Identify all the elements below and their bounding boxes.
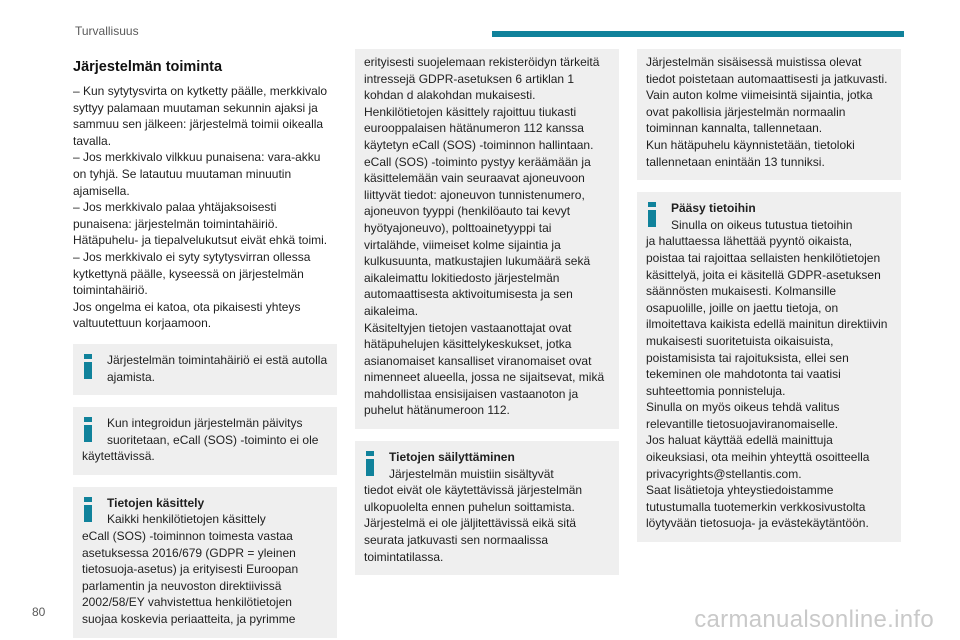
info-icon (84, 417, 92, 442)
note-text-cont: ajamista. (107, 369, 156, 384)
box-text: Järjestelmän muistiin sisältyvät (389, 466, 554, 481)
box-text-cont: ja haluttaessa lähettää pyyntö oikaista, poistaa tai rajoittaa sellaisten henkilötietojen käsittelyä, joita ei käsitellä GDPR-asetuksen säännösten mukaisesti. Kolmansille osapuolille, joille on jaettu tietoja, on ilmoitettava kaikista edellä mainitun direktiivin mukaisesti suoritetuista oikaisuista, poistamisista tai rajoituksista, ellei sen tekeminen ole mahdotonta tai vaatisi suhteettomia ponnisteluja. Sinulla on myös oikeus tehdä valitus relevantille tietosuojaviranomaiselle. Jos haluat käyttää edellä mainittuja oikeuksiasi, ota meihin yhteyttä osoitteella privacyrights@stellantis.com. Saat lisätietoja yhteystiedoistamme tutustumalla tuotemerkin verkkosivustolta löytyvään tietosuoja- ja evästekäytäntöön. (646, 234, 888, 531)
box-title: Tietojen säilyttäminen (389, 450, 515, 465)
box-text-cont: eCall (SOS) -toiminnon toimesta vastaa asetuksessa 2016/679 (GDPR = yleinen tietosuoja-asetus) ja erityisesti Euroopan parlamentin ja neuvoston direktiivissä 2002/58/EY vahvistettua henkilötietojen suojaa koskevia periaatteita, ja pyrimme (82, 529, 299, 627)
data-processing-box (73, 487, 337, 638)
note-box-update (73, 407, 337, 475)
section-header: Turvallisuus (75, 24, 139, 38)
section-title: Järjestelmän toiminta (73, 59, 223, 75)
box-text-cont: tiedot eivät ole käytettävissä järjestelmän ulkopuolelta ennen puhelun soittamista. Järjestelmä ei ole jäljitettävissä eikä sitä seurata jatkuvasti sen normaalissa toimintatilassa. (364, 483, 583, 564)
box-text: Järjestelmän sisäisessä muistissa olevat tiedot poistetaan automaattisesti ja jatkuvasti. Vain auton kolme viimeisintä sijaintia, jotka ovat pakollisia järjestelmän normaalin toiminnan kannalta, tallennetaan. Kun hätäpuhelu käynnistetään, tietoloki tallennetaan enintään 13 tunniksi. (646, 55, 888, 169)
note-text: Kun integroidun järjestelmän päivitys (107, 416, 303, 431)
column-3 (637, 49, 901, 542)
info-icon (648, 202, 656, 227)
header-rule (492, 31, 904, 37)
operation-text: – Kun sytytysvirta on kytketty päälle, merkkivalo syttyy palamaan muutaman sekunnin ajaksi ja sammuu sen jälkeen: järjestelmä toimii oikealla tavalla. – Jos merkkivalo vilkkuu punaisena: vara-akku on tyhjä. Se latautuu muutaman minuutin ajamisella. – Jos merkkivalo palaa yhtäjaksoisesti punaisena: järjestelmän toimintahäiriö. Hätäpuhelu- ja tiepalvelukutsut eivät ehkä toimi. – Jos merkkivalo ei syty sytytysvirran ollessa kytkettynä päälle, kyseessä on järjestelmän toimintahäiriö. Jos ongelma ei katoa, ota pikaisesti yhteys valtuutettuun korjaamoon. (73, 84, 328, 331)
note-box-malfunction (73, 344, 337, 395)
column-1 (73, 49, 337, 638)
info-icon (84, 497, 92, 522)
note-text-cont: suoritetaan, eCall (SOS) -toiminto ei ole käytettävissä. (82, 432, 319, 464)
data-retention-box-cont (637, 49, 901, 180)
watermark: carmanualsonline.info (694, 606, 934, 633)
box-text: Sinulla on oikeus tutustua tietoihin (671, 217, 853, 232)
data-access-box (637, 192, 901, 542)
box-text: erityisesti suojelemaan rekisteröidyn tärkeitä intressejä GDPR-asetuksen 6 artiklan 1 kohdan d alakohdan mukaisesti. Henkilötietojen käsittely rajoittuu tiukasti eurooppalaisen hätänumeron 112 kanssa käytetyn eCall (SOS) -toiminnon hallintaan. eCall (SOS) -toiminto pystyy keräämään ja käsittelemään vain seuraavat ajoneuvoon liittyvät tiedot: ajoneuvon tunnistenumero, ajoneuvon tyyppi (henkilöauto tai kevyt hyötyajoneuvo), polttoainetyyppi tai virtalähde, viimeiset kolme sijaintia ja kulkusuunta, matkustajien lukumäärä sekä aikaleimattu lokitiedosto järjestelmän automaattisesta aktivoitumisesta ja sen aikaleima. Käsiteltyjen tietojen vastaanottajat ovat hätäpuhelujen käsittelykeskukset, jotka asianomaiset kansalliset viranomaiset ovat nimenneet alueella, jossa ne sijaitsevat, mikä mahdollistaa ensisijaisen vastaanoton ja puhelut hätänumeroon 112. (364, 55, 605, 418)
box-title: Tietojen käsittely (107, 495, 205, 510)
info-icon (366, 451, 374, 476)
column-2 (355, 49, 619, 575)
info-icon (84, 354, 92, 379)
box-text: Kaikki henkilötietojen käsittely (107, 512, 266, 527)
page-number: 80 (32, 605, 46, 619)
data-processing-box-cont (355, 49, 619, 429)
data-retention-box (355, 441, 619, 575)
note-text: Järjestelmän toimintahäiriö ei estä autolla (107, 352, 328, 367)
box-title: Pääsy tietoihin (671, 201, 756, 216)
